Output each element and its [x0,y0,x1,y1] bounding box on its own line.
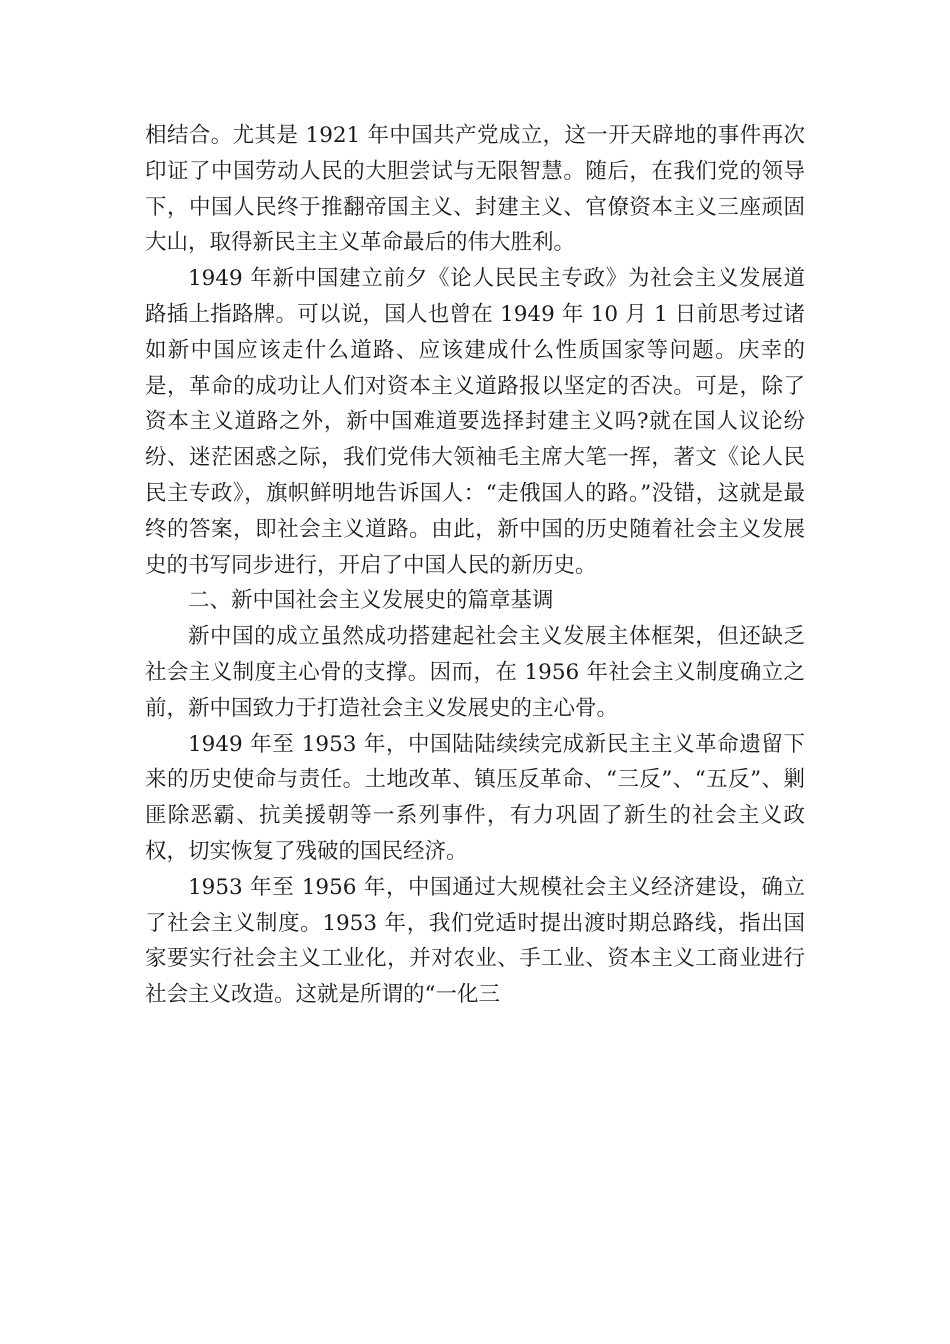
paragraph-1949-dictatorship: 1949 年新中国建立前夕《论人民民主专政》为社会主义发展道路插上指路牌。可以说，国人也曾在 1949 年 10 月 1 日前思考过诸如新中国应该走什么道路、应该建成什么性质国家等问题。庆幸的是，革命的成功让人们对资本主义道路报以坚定的否决。可是，除了资本主义道路之外，新中国难道要选择封建主义吗?就在国人议论纷纷、迷茫困惑之际，我们党伟大领袖毛主席大笔一挥，著文《论人民民主专政》，旗帜鲜明地告诉国人：“走俄国人的路。”没错，这就是最终的答案，即社会主义道路。由此，新中国的历史随着社会主义发展史的书写同步进行，开启了中国人民的新历史。 [145,266,805,578]
paragraph-1953-1956: 1953 年至 1956 年，中国通过大规模社会主义经济建设，确立了社会主义制度。1953 年，我们党适时提出渡时期总路线，指出国家要实行社会主义工业化，并对农业、手工业、资本主义工商业进行社会主义改造。这就是所谓的“一化三 [145,874,805,1008]
paragraph-continuation: 相结合。尤其是 1921 年中国共产党成立，这一开天辟地的事件再次印证了中国劳动人民的大胆尝试与无限智慧。随后，在我们党的领导下，中国人民终于推翻帝国主义、封建主义、官僚资本主义三座顽固大山，取得新民主主义革命最后的伟大胜利。 [145,123,805,256]
document-body [145,118,805,1013]
paragraph-1949-1953: 1949 年至 1953 年，中国陆陆续续完成新民主主义革命遗留下来的历史使命与责任。土地改革、镇压反革命、“三反”、“五反”、剿匪除恶霸、抗美援朝等一系列事件，有力巩固了新生的社会主义政权，切实恢复了残破的国民经济。 [145,731,805,864]
paragraph-framework: 新中国的成立虽然成功搭建起社会主义发展主体框架，但还缺乏社会主义制度主心骨的支撑。因而，在 1956 年社会主义制度确立之前，新中国致力于打造社会主义发展史的主心骨。 [145,624,805,721]
section-heading-2: 二、新中国社会主义发展史的篇章基调 [188,588,554,614]
